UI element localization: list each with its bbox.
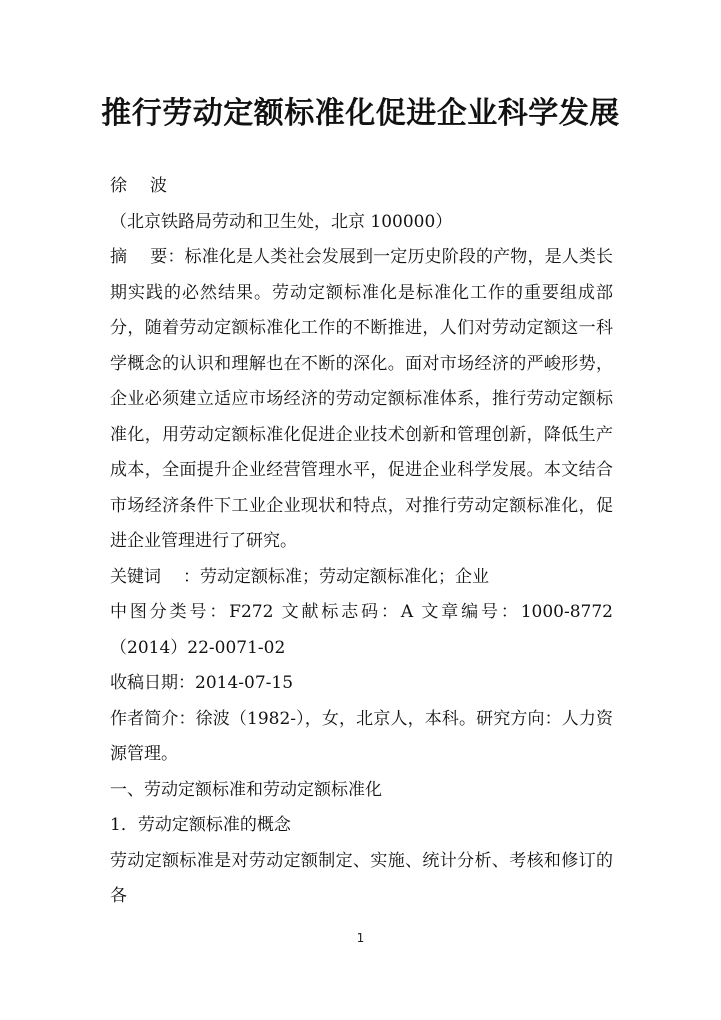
author-last-char: 波 [150, 176, 167, 196]
author-line [110, 169, 613, 205]
classification-info: 中图分类号：F272 文献标志码：A 文章编号：1000-8772（2014）22-0071-02 [110, 602, 613, 658]
keywords-text: ：劳动定额标准；劳动定额标准化；企业 [183, 566, 489, 587]
received-date: 收稿日期：2014-07-15 [110, 673, 294, 693]
author-first-char: 徐 [110, 176, 127, 196]
author-bio: 作者简介：徐波（1982-），女，北京人，本科。研究方向：人力资源管理。 [110, 708, 613, 764]
document-body [110, 169, 613, 915]
abstract [110, 240, 613, 560]
page-number: 1 [356, 931, 365, 945]
section-heading: 一、劳动定额标准和劳动定额标准化 [110, 779, 382, 800]
abstract-label-second: 要： [150, 247, 185, 267]
affiliation: （北京铁路局劳动和卫生处，北京 100000） [110, 211, 453, 232]
abstract-label-first: 摘 [110, 247, 128, 267]
body-paragraph: 劳动定额标准是对劳动定额制定、实施、统计分析、考核和修订的各 [110, 850, 613, 906]
document-title: 推行劳动定额标准化促进企业科学发展 [101, 96, 620, 131]
keywords-label: 关键词 [110, 566, 161, 587]
subsection-heading: 1．劳动定额标准的概念 [110, 815, 291, 835]
keywords [110, 560, 613, 596]
abstract-text: 标准化是人类社会发展到一定历史阶段的产物，是人类长期实践的必然结果。劳动定额标准化是标准化工作的重要组成部分，随着劳动定额标准化工作的不断推进，人们对劳动定额这一科学概念的认识和理解也在不断的深化。面对市场经济的严峻形势，企业必须建立适应市场经济的劳动定额标准体系，推行劳动定额标准化，用劳动定额标准化促进企业技术创新和管理创新，降低生产成本，全面提升企业经营管理水平，促进企业科学发展。本文结合市场经济条件下工业企业现状和特点，对推行劳动定额标准化，促进企业管理进行了研究。 [110, 247, 614, 551]
